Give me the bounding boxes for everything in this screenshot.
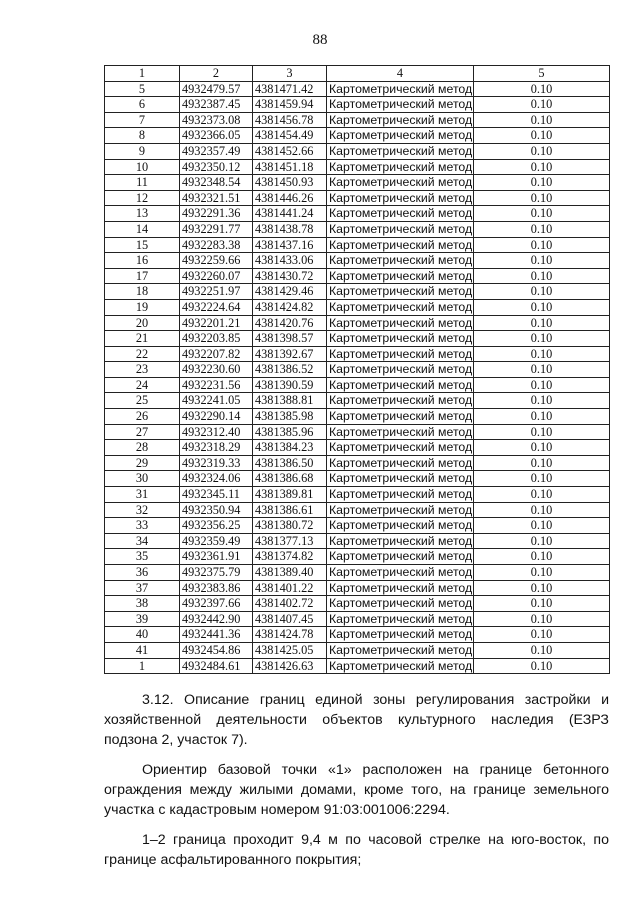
table-cell-col-4: Картометрический метод bbox=[327, 455, 474, 471]
table-cell-col-4: Картометрический метод bbox=[327, 159, 474, 175]
table-cell-col-5: 0.10 bbox=[474, 533, 610, 549]
table-row bbox=[105, 97, 610, 113]
table-cell-col-2: 4932442.90 bbox=[180, 611, 253, 627]
table-row bbox=[105, 268, 610, 284]
table-cell-col-1: 39 bbox=[105, 611, 180, 627]
table-cell-col-4: Картометрический метод bbox=[327, 533, 474, 549]
table-cell-col-3: 4381437.16 bbox=[253, 237, 327, 253]
table-cell-col-2: 4932201.21 bbox=[180, 315, 253, 331]
table-body bbox=[105, 81, 610, 674]
table-row bbox=[105, 580, 610, 596]
table-row bbox=[105, 362, 610, 378]
table-cell-col-5: 0.10 bbox=[474, 315, 610, 331]
table-cell-col-1: 20 bbox=[105, 315, 180, 331]
table-row bbox=[105, 315, 610, 331]
table-row bbox=[105, 487, 610, 503]
table-cell-col-4: Картометрический метод bbox=[327, 642, 474, 658]
table-cell-col-3: 4381389.81 bbox=[253, 487, 327, 503]
table-cell-col-5: 0.10 bbox=[474, 284, 610, 300]
table-cell-col-3: 4381471.42 bbox=[253, 81, 327, 97]
table-cell-col-4: Картометрический метод bbox=[327, 97, 474, 113]
table-cell-col-4: Картометрический метод bbox=[327, 81, 474, 97]
table-cell-col-5: 0.10 bbox=[474, 549, 610, 565]
table-cell-col-3: 4381388.81 bbox=[253, 393, 327, 409]
table-cell-col-4: Картометрический метод bbox=[327, 658, 474, 674]
table-cell-col-1: 1 bbox=[105, 658, 180, 674]
table-cell-col-5: 0.10 bbox=[474, 81, 610, 97]
table-cell-col-1: 29 bbox=[105, 455, 180, 471]
table-cell-col-1: 21 bbox=[105, 331, 180, 347]
table-cell-col-5: 0.10 bbox=[474, 424, 610, 440]
table-cell-col-2: 4932312.40 bbox=[180, 424, 253, 440]
table-row bbox=[105, 284, 610, 300]
table-cell-col-4: Картометрический метод bbox=[327, 143, 474, 159]
table-cell-col-2: 4932241.05 bbox=[180, 393, 253, 409]
table-row bbox=[105, 128, 610, 144]
table-cell-col-5: 0.10 bbox=[474, 331, 610, 347]
table-cell-col-5: 0.10 bbox=[474, 362, 610, 378]
table-cell-col-2: 4932207.82 bbox=[180, 346, 253, 362]
header-col-3: 3 bbox=[253, 66, 327, 82]
table-cell-col-2: 4932259.66 bbox=[180, 253, 253, 269]
table-row bbox=[105, 190, 610, 206]
table-cell-col-3: 4381424.82 bbox=[253, 299, 327, 315]
table-cell-col-5: 0.10 bbox=[474, 565, 610, 581]
table-cell-col-2: 4932397.66 bbox=[180, 596, 253, 612]
table-cell-col-2: 4932251.97 bbox=[180, 284, 253, 300]
table-cell-col-4: Картометрический метод bbox=[327, 253, 474, 269]
table-cell-col-2: 4932361.91 bbox=[180, 549, 253, 565]
table-cell-col-3: 4381456.78 bbox=[253, 112, 327, 128]
table-cell-col-4: Картометрический метод bbox=[327, 611, 474, 627]
table-cell-col-1: 6 bbox=[105, 97, 180, 113]
table-cell-col-1: 38 bbox=[105, 596, 180, 612]
table-cell-col-3: 4381392.67 bbox=[253, 346, 327, 362]
table-cell-col-2: 4932375.79 bbox=[180, 565, 253, 581]
table-cell-col-1: 18 bbox=[105, 284, 180, 300]
table-row bbox=[105, 253, 610, 269]
table-cell-col-3: 4381451.18 bbox=[253, 159, 327, 175]
table-cell-col-3: 4381438.78 bbox=[253, 221, 327, 237]
table-cell-col-3: 4381441.24 bbox=[253, 206, 327, 222]
table-cell-col-5: 0.10 bbox=[474, 658, 610, 674]
table-cell-col-1: 28 bbox=[105, 440, 180, 456]
table-cell-col-4: Картометрический метод bbox=[327, 221, 474, 237]
table-cell-col-5: 0.10 bbox=[474, 580, 610, 596]
table-cell-col-2: 4932290.14 bbox=[180, 409, 253, 425]
table-cell-col-1: 41 bbox=[105, 642, 180, 658]
table-cell-col-5: 0.10 bbox=[474, 299, 610, 315]
table-cell-col-4: Картометрический метод bbox=[327, 580, 474, 596]
table-cell-col-5: 0.10 bbox=[474, 611, 610, 627]
table-cell-col-3: 4381374.82 bbox=[253, 549, 327, 565]
table-cell-col-3: 4381407.45 bbox=[253, 611, 327, 627]
table-cell-col-2: 4932231.56 bbox=[180, 377, 253, 393]
table-cell-col-3: 4381385.96 bbox=[253, 424, 327, 440]
table-cell-col-5: 0.10 bbox=[474, 175, 610, 191]
table-cell-col-2: 4932345.11 bbox=[180, 487, 253, 503]
table-cell-col-5: 0.10 bbox=[474, 455, 610, 471]
table-cell-col-2: 4932224.64 bbox=[180, 299, 253, 315]
table-cell-col-2: 4932291.77 bbox=[180, 221, 253, 237]
table-cell-col-1: 7 bbox=[105, 112, 180, 128]
table-cell-col-3: 4381402.72 bbox=[253, 596, 327, 612]
table-cell-col-2: 4932291.36 bbox=[180, 206, 253, 222]
table-cell-col-4: Картометрический метод bbox=[327, 565, 474, 581]
table-cell-col-3: 4381430.72 bbox=[253, 268, 327, 284]
table-cell-col-5: 0.10 bbox=[474, 487, 610, 503]
table-cell-col-4: Картометрический метод bbox=[327, 315, 474, 331]
table-cell-col-2: 4932479.57 bbox=[180, 81, 253, 97]
table-cell-col-5: 0.10 bbox=[474, 502, 610, 518]
table-cell-col-4: Картометрический метод bbox=[327, 284, 474, 300]
table-cell-col-3: 4381426.63 bbox=[253, 658, 327, 674]
table-cell-col-1: 8 bbox=[105, 128, 180, 144]
base-point-paragraph: Ориентир базовой точки «1» расположен на границе бетонного ограждения между жилыми домами, кроме того, на границе земельного участка с кадастровым номером 91:03:001006:2294. bbox=[104, 762, 609, 818]
table-row bbox=[105, 565, 610, 581]
table-cell-col-4: Картометрический метод bbox=[327, 299, 474, 315]
table-cell-col-5: 0.10 bbox=[474, 112, 610, 128]
table-cell-col-4: Картометрический метод bbox=[327, 393, 474, 409]
table-row bbox=[105, 596, 610, 612]
table-cell-col-3: 4381429.46 bbox=[253, 284, 327, 300]
table-row bbox=[105, 471, 610, 487]
table-cell-col-3: 4381384.23 bbox=[253, 440, 327, 456]
coordinates-table bbox=[104, 65, 610, 674]
table-cell-col-2: 4932324.06 bbox=[180, 471, 253, 487]
table-row bbox=[105, 377, 610, 393]
table-cell-col-5: 0.10 bbox=[474, 518, 610, 534]
table-cell-col-2: 4932318.29 bbox=[180, 440, 253, 456]
table-cell-col-5: 0.10 bbox=[474, 128, 610, 144]
table-cell-col-1: 31 bbox=[105, 487, 180, 503]
table-row bbox=[105, 112, 610, 128]
table-cell-col-2: 4932260.07 bbox=[180, 268, 253, 284]
table-row bbox=[105, 409, 610, 425]
header-col-5: 5 bbox=[474, 66, 610, 82]
table-cell-col-1: 22 bbox=[105, 346, 180, 362]
table-cell-col-4: Картометрический метод bbox=[327, 440, 474, 456]
table-cell-col-3: 4381424.78 bbox=[253, 627, 327, 643]
table-cell-col-2: 4932366.05 bbox=[180, 128, 253, 144]
table-cell-col-3: 4381454.49 bbox=[253, 128, 327, 144]
table-cell-col-4: Картометрический метод bbox=[327, 175, 474, 191]
table-cell-col-1: 37 bbox=[105, 580, 180, 596]
table-cell-col-5: 0.10 bbox=[474, 440, 610, 456]
table-cell-col-3: 4381386.52 bbox=[253, 362, 327, 378]
table-cell-col-3: 4381386.68 bbox=[253, 471, 327, 487]
table-cell-col-3: 4381398.57 bbox=[253, 331, 327, 347]
table-cell-col-3: 4381389.40 bbox=[253, 565, 327, 581]
table-row bbox=[105, 611, 610, 627]
table-cell-col-1: 30 bbox=[105, 471, 180, 487]
table-cell-col-3: 4381425.05 bbox=[253, 642, 327, 658]
table-cell-col-5: 0.10 bbox=[474, 346, 610, 362]
table-cell-col-2: 4932484.61 bbox=[180, 658, 253, 674]
table-cell-col-1: 12 bbox=[105, 190, 180, 206]
table-cell-col-5: 0.10 bbox=[474, 596, 610, 612]
table-cell-col-1: 5 bbox=[105, 81, 180, 97]
table-cell-col-5: 0.10 bbox=[474, 409, 610, 425]
table-cell-col-2: 4932441.36 bbox=[180, 627, 253, 643]
table-cell-col-1: 35 bbox=[105, 549, 180, 565]
table-cell-col-1: 26 bbox=[105, 409, 180, 425]
table-cell-col-2: 4932321.51 bbox=[180, 190, 253, 206]
table-cell-col-2: 4932350.12 bbox=[180, 159, 253, 175]
table-cell-col-5: 0.10 bbox=[474, 97, 610, 113]
table-cell-col-4: Картометрический метод bbox=[327, 206, 474, 222]
table-cell-col-3: 4381390.59 bbox=[253, 377, 327, 393]
table-cell-col-2: 4932357.49 bbox=[180, 143, 253, 159]
table-cell-col-2: 4932359.49 bbox=[180, 533, 253, 549]
table-cell-col-1: 16 bbox=[105, 253, 180, 269]
table-cell-col-1: 13 bbox=[105, 206, 180, 222]
table-cell-col-3: 4381450.93 bbox=[253, 175, 327, 191]
table-cell-col-2: 4932348.54 bbox=[180, 175, 253, 191]
table-cell-col-5: 0.10 bbox=[474, 159, 610, 175]
table-cell-col-5: 0.10 bbox=[474, 221, 610, 237]
page-number: 88 bbox=[312, 32, 328, 48]
table-row bbox=[105, 159, 610, 175]
table-cell-col-1: 9 bbox=[105, 143, 180, 159]
table-row bbox=[105, 502, 610, 518]
table-cell-col-4: Картометрический метод bbox=[327, 502, 474, 518]
table-cell-col-3: 4381380.72 bbox=[253, 518, 327, 534]
table-cell-col-2: 4932230.60 bbox=[180, 362, 253, 378]
table-cell-col-4: Картометрический метод bbox=[327, 596, 474, 612]
table-row bbox=[105, 237, 610, 253]
table-cell-col-4: Картометрический метод bbox=[327, 487, 474, 503]
table-cell-col-4: Картометрический метод bbox=[327, 128, 474, 144]
table-cell-col-1: 19 bbox=[105, 299, 180, 315]
section-heading-paragraph: 3.12. Описание границ единой зоны регулирования застройки и хозяйственной деятельности объектов культурного наследия (ЕЗРЗ подзона 2, участок 7). bbox=[104, 692, 609, 748]
table-cell-col-1: 25 bbox=[105, 393, 180, 409]
table-cell-col-1: 17 bbox=[105, 268, 180, 284]
table-cell-col-4: Картометрический метод bbox=[327, 331, 474, 347]
header-col-2: 2 bbox=[180, 66, 253, 82]
table-cell-col-5: 0.10 bbox=[474, 268, 610, 284]
table-cell-col-1: 33 bbox=[105, 518, 180, 534]
table-cell-col-2: 4932283.38 bbox=[180, 237, 253, 253]
table-row bbox=[105, 642, 610, 658]
table-cell-col-3: 4381420.76 bbox=[253, 315, 327, 331]
table-row bbox=[105, 175, 610, 191]
table-cell-col-1: 24 bbox=[105, 377, 180, 393]
table-row bbox=[105, 533, 610, 549]
table-cell-col-4: Картометрический метод bbox=[327, 377, 474, 393]
table-cell-col-4: Картометрический метод bbox=[327, 362, 474, 378]
table-cell-col-4: Картометрический метод bbox=[327, 424, 474, 440]
table-cell-col-5: 0.10 bbox=[474, 377, 610, 393]
table-cell-col-5: 0.10 bbox=[474, 393, 610, 409]
table-cell-col-4: Картометрический метод bbox=[327, 627, 474, 643]
table-cell-col-5: 0.10 bbox=[474, 237, 610, 253]
table-cell-col-5: 0.10 bbox=[474, 471, 610, 487]
table-row bbox=[105, 221, 610, 237]
table-cell-col-2: 4932383.86 bbox=[180, 580, 253, 596]
table-row bbox=[105, 331, 610, 347]
table-cell-col-2: 4932373.08 bbox=[180, 112, 253, 128]
table-cell-col-1: 14 bbox=[105, 221, 180, 237]
table-cell-col-4: Картометрический метод bbox=[327, 518, 474, 534]
table-cell-col-5: 0.10 bbox=[474, 627, 610, 643]
table-row bbox=[105, 549, 610, 565]
table-cell-col-3: 4381452.66 bbox=[253, 143, 327, 159]
table-row bbox=[105, 299, 610, 315]
table-row bbox=[105, 81, 610, 97]
table-cell-col-5: 0.10 bbox=[474, 206, 610, 222]
table-cell-col-1: 23 bbox=[105, 362, 180, 378]
table-cell-col-3: 4381446.26 bbox=[253, 190, 327, 206]
table-cell-col-3: 4381459.94 bbox=[253, 97, 327, 113]
table-cell-col-3: 4381401.22 bbox=[253, 580, 327, 596]
table-cell-col-1: 15 bbox=[105, 237, 180, 253]
table-cell-col-3: 4381433.06 bbox=[253, 253, 327, 269]
table-cell-col-3: 4381385.98 bbox=[253, 409, 327, 425]
table-cell-col-1: 34 bbox=[105, 533, 180, 549]
table-cell-col-4: Картометрический метод bbox=[327, 237, 474, 253]
table-row bbox=[105, 424, 610, 440]
text-body bbox=[104, 690, 609, 880]
table-cell-col-4: Картометрический метод bbox=[327, 549, 474, 565]
table-cell-col-5: 0.10 bbox=[474, 143, 610, 159]
table-cell-col-4: Картометрический метод bbox=[327, 112, 474, 128]
table-header-row bbox=[105, 66, 610, 82]
table-cell-col-2: 4932454.86 bbox=[180, 642, 253, 658]
table-cell-col-5: 0.10 bbox=[474, 253, 610, 269]
table-cell-col-1: 40 bbox=[105, 627, 180, 643]
table-cell-col-4: Картометрический метод bbox=[327, 190, 474, 206]
table-row bbox=[105, 440, 610, 456]
table-cell-col-2: 4932319.33 bbox=[180, 455, 253, 471]
table-row bbox=[105, 393, 610, 409]
boundary-segment-paragraph: 1–2 граница проходит 9,4 м по часовой стрелке на юго-восток, по границе асфальтированного покрытия; bbox=[104, 832, 609, 868]
table-cell-col-2: 4932387.45 bbox=[180, 97, 253, 113]
table-cell-col-1: 10 bbox=[105, 159, 180, 175]
table-cell-col-2: 4932203.85 bbox=[180, 331, 253, 347]
table-cell-col-3: 4381377.13 bbox=[253, 533, 327, 549]
table-cell-col-2: 4932350.94 bbox=[180, 502, 253, 518]
table-row bbox=[105, 627, 610, 643]
table-cell-col-5: 0.10 bbox=[474, 190, 610, 206]
table-row bbox=[105, 143, 610, 159]
table-row bbox=[105, 346, 610, 362]
table-cell-col-3: 4381386.61 bbox=[253, 502, 327, 518]
table-cell-col-1: 36 bbox=[105, 565, 180, 581]
header-col-1: 1 bbox=[105, 66, 180, 82]
table-row bbox=[105, 518, 610, 534]
table-cell-col-4: Картометрический метод bbox=[327, 409, 474, 425]
table-cell-col-1: 32 bbox=[105, 502, 180, 518]
table-cell-col-4: Картометрический метод bbox=[327, 471, 474, 487]
table-cell-col-4: Картометрический метод bbox=[327, 268, 474, 284]
table-cell-col-3: 4381386.50 bbox=[253, 455, 327, 471]
table-row bbox=[105, 658, 610, 674]
table-row bbox=[105, 206, 610, 222]
header-col-4: 4 bbox=[327, 66, 474, 82]
table-cell-col-2: 4932356.25 bbox=[180, 518, 253, 534]
table-row bbox=[105, 455, 610, 471]
table-cell-col-1: 11 bbox=[105, 175, 180, 191]
table-cell-col-5: 0.10 bbox=[474, 642, 610, 658]
table-cell-col-4: Картометрический метод bbox=[327, 346, 474, 362]
table-cell-col-1: 27 bbox=[105, 424, 180, 440]
